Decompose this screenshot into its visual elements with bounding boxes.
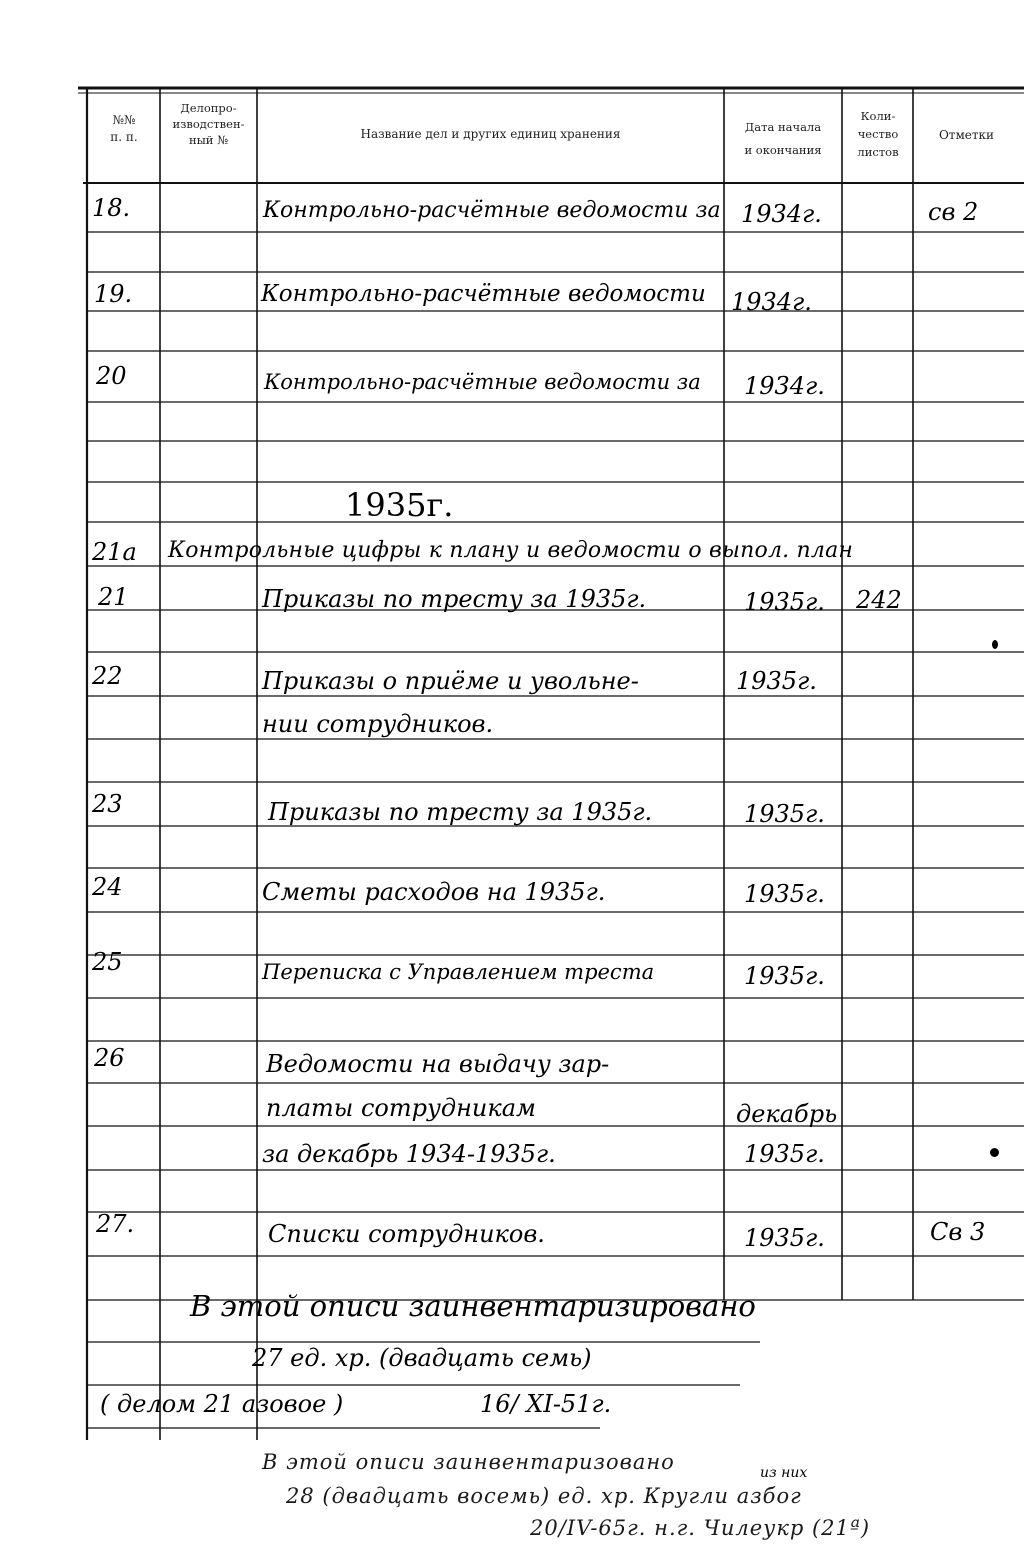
ink-speck xyxy=(992,640,998,649)
row-26-title-line2: платы сотрудникам xyxy=(266,1094,536,1122)
header-col-dates-line1: Дата начала xyxy=(744,120,822,134)
row-27-date: 1935г. xyxy=(744,1224,825,1252)
row-25-title: Переписка с Управлением треста xyxy=(262,960,655,984)
closing-line-1: В этой описи заинвентаризировано xyxy=(190,1289,756,1323)
row-20-number: 20 xyxy=(96,362,127,390)
row-18-title: Контрольно-расчётные ведомости за xyxy=(263,198,721,223)
row-20-title: Контрольно-расчётные ведомости за xyxy=(264,370,701,394)
header-col-sheets-line3: листов xyxy=(857,144,899,159)
year-heading: 1935г. xyxy=(345,486,454,524)
row-20-date: 1934г. xyxy=(744,372,825,400)
row-23-number: 23 xyxy=(92,790,123,818)
header-col-sheets xyxy=(843,108,913,161)
header-col-office-line1: Делопро- xyxy=(180,101,237,115)
row-26-title-line3: за декабрь 1934-1935г. xyxy=(262,1140,556,1168)
row-27-title: Списки сотрудников. xyxy=(268,1220,545,1248)
pencil-note-above: из них xyxy=(760,1465,808,1481)
row-25-date: 1935г. xyxy=(744,962,825,990)
row-25-number: 25 xyxy=(92,948,123,976)
header-col-dates xyxy=(725,116,841,162)
header-col-number-line1: №№ xyxy=(112,113,136,127)
ink-speck xyxy=(990,1148,999,1157)
row-24-date: 1935г. xyxy=(744,880,825,908)
row-18-number: 18. xyxy=(92,194,131,222)
header-col-office-line3: ный № xyxy=(188,133,229,148)
row-21-date: 1935г. xyxy=(744,588,825,616)
row-19-date: 1934г. xyxy=(731,288,812,316)
row-26-date-line2: 1935г. xyxy=(744,1140,825,1168)
header-col-number-line2: п. п. xyxy=(110,130,138,145)
row-18-note: св 2 xyxy=(928,198,979,226)
closing-line-2: 27 ед. хр. (двадцать семь) xyxy=(252,1344,592,1372)
header-col-title: Название дел и других единиц хранения xyxy=(360,127,621,141)
row-18-date: 1934г. xyxy=(741,200,822,228)
row-22-title-line2: нии сотрудников. xyxy=(262,710,494,738)
header-col-sheets-line1: Коли- xyxy=(860,109,896,123)
row-19-title: Контрольно-расчётные ведомости xyxy=(261,281,706,307)
closing-date: 16/ XI-51г. xyxy=(480,1390,612,1418)
row-26-date-line1: декабрь xyxy=(736,1100,838,1128)
header-col-office-line2: изводствен- xyxy=(172,117,245,132)
row-21-sheets: 242 xyxy=(856,586,902,614)
row-22-number: 22 xyxy=(92,662,123,690)
header-col-dates-line2: и окончания xyxy=(744,143,822,157)
row-19-number: 19. xyxy=(94,280,133,308)
row-27-number: 27. xyxy=(96,1210,135,1238)
header-col-notes: Отметки xyxy=(938,128,995,142)
row-26-title-line1: Ведомости на выдачу зар- xyxy=(266,1050,610,1078)
row-24-number: 24 xyxy=(92,873,123,901)
row-22-date: 1935г. xyxy=(736,667,817,695)
header-col-sheets-line2: чество xyxy=(857,126,899,141)
row-26-number: 26 xyxy=(94,1044,125,1072)
closing-line-3: ( делом 21 азовое ) xyxy=(100,1390,344,1418)
pencil-note-line-3: 20/IV-65г. н.г. Чилеукр (21ª) xyxy=(530,1516,871,1540)
row-21-number: 21 xyxy=(98,583,129,611)
row-22-title-line1: Приказы о приёме и увольне- xyxy=(262,667,639,695)
row-21a-title: Контрольные цифры к плану и ведомости о выпол. план xyxy=(168,538,854,563)
row-23-date: 1935г. xyxy=(744,800,825,828)
row-21-title: Приказы по тресту за 1935г. xyxy=(262,585,647,613)
pencil-note-line-1: В этой описи заинвентаризовано xyxy=(262,1450,675,1474)
pencil-note-line-2: 28 (двадцать восемь) ед. хр. Кругли азбог xyxy=(286,1484,802,1508)
row-21a-number: 21а xyxy=(92,538,137,566)
row-23-title: Приказы по тресту за 1935г. xyxy=(268,798,653,826)
row-24-title: Сметы расходов на 1935г. xyxy=(262,878,606,906)
row-27-note: Св 3 xyxy=(930,1218,986,1246)
header-col-number xyxy=(89,112,159,147)
header-col-office-number xyxy=(161,100,256,148)
